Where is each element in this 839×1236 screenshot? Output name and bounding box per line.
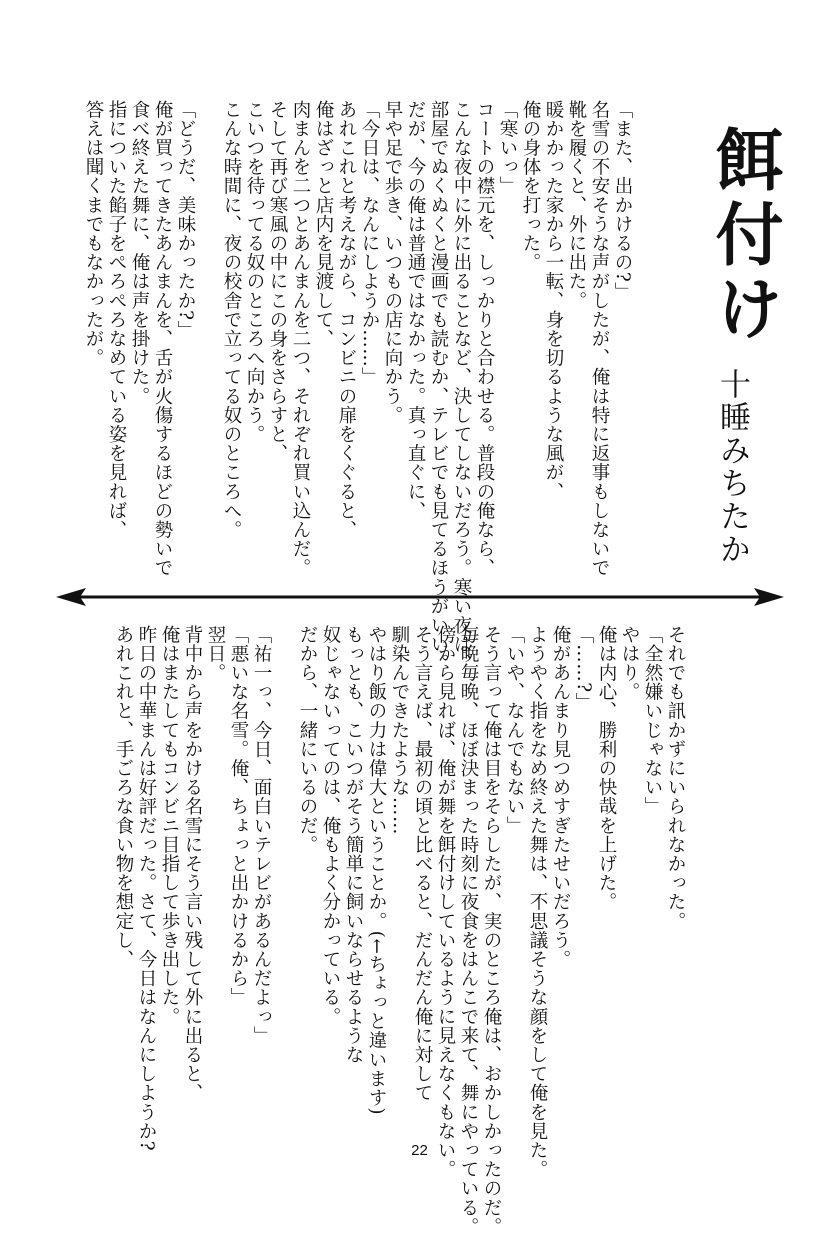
text-line: 「全然嫌いじゃない」 [642, 625, 663, 816]
text-line: ようやく指をなめ終えた舞は、不思議そうな顔をして俺を見た。 [527, 625, 548, 1179]
text-line: あれこれと、手ごろな食い物を想定し、 [113, 625, 134, 969]
text-line: 答えは聞くまでもなかったが。 [83, 100, 104, 368]
text-line: もっとも、こいつがそう簡単に飼いならせるような [343, 625, 364, 1065]
text-line: 俺は内心、勝利の快哉を上げた。 [596, 625, 617, 912]
text-line: そう言って俺は目をそらしたが、実のところ俺は、おかしかったのだ。 [481, 625, 502, 1236]
text-line [197, 100, 220, 570]
text-line: 俺が買ってきたあんまんを、舌が火傷するほどの勢いで [152, 100, 173, 578]
text-line: こいつを待ってる奴のところへ向かう。 [244, 100, 265, 444]
text-line: 俺はざっと店内を見渡して、 [313, 100, 334, 349]
text-line: 靴を履くと、外に出た。 [566, 100, 587, 311]
text-line: こんな夜中に外に出ることなど、決してしないだろう。寒い夜は、 [451, 100, 472, 673]
text-line: 俺はまたしてもコンビニ目指して歩き出した。 [159, 625, 180, 1027]
text-line: こんな時間に、夜の校舎で立ってる奴のところへ。 [221, 100, 242, 540]
text-line: 「寒いっ」 [497, 100, 518, 196]
story-title: 餌付け [704, 125, 783, 347]
text-line: 背中から声をかける名雪にそう言い残して外に出ると、 [182, 625, 203, 1103]
text-line: 「どうだ、美味かったか?」 [175, 100, 196, 340]
text-line: 昨日の中華まんは好評だった。さて、今日はなんにしようか? [136, 625, 157, 1152]
text-line: 翌日。 [205, 625, 226, 683]
text-line: 「今日は、なんにしようか……」 [359, 100, 380, 387]
text-line: 「……?」 [573, 625, 594, 712]
text-line: やはり。 [619, 625, 640, 702]
text-line: 早や足で歩き、いつもの店に向かう。 [382, 100, 403, 425]
text-line: 「また、出かけるの?」 [612, 100, 633, 302]
text-line: そして再び寒風の中にこの身をさらすと、 [267, 100, 288, 463]
text-line: 名雪の不安そうな声がしたが、俺は特に返事もしないで [589, 100, 610, 578]
text-line: 「悪いな名雪。俺、ちょっと出かけるから」 [228, 625, 249, 1007]
text-line: それでも訊かずにいられなかった。 [665, 625, 686, 931]
text-line: やはり飯の力は偉大ということか。(←ちょっと違います) [366, 625, 387, 1116]
story-text-bottom [112, 625, 687, 1236]
text-line: 傍から見れば、俺が舞を餌付けしているように見えなくもない。 [435, 625, 456, 1179]
text-line: 指についた餡子をぺろぺろなめている姿を見れば、 [106, 100, 127, 540]
page-number: 22 [411, 1142, 428, 1159]
text-line [273, 625, 296, 1185]
text-line: 部屋でぬくぬくと漫画でも読むか、テレビでも見てるほうがいい。 [428, 100, 449, 673]
text-line: コートの襟元を、しっかりと合わせる。普段の俺なら、 [474, 100, 495, 578]
text-line: 肉まんを二つとあんまんを二つ、それぞれ買い込んだ。 [290, 100, 311, 578]
text-line: だから、一緒にいるのだ。 [297, 625, 318, 855]
text-line: 食べ終えた舞に、俺は声を掛けた。 [129, 100, 150, 406]
text-line: 奴じゃないってのは、俺もよく分かっている。 [320, 625, 341, 1027]
text-line: 俺の身体を打った。 [520, 100, 541, 272]
double-headed-arrow-icon [56, 582, 784, 612]
author-name: 十睡みちたか [714, 368, 750, 566]
text-line: 馴染んできたような…… [389, 625, 410, 836]
text-line: 暖かかった家から一転、身を切るような風が、 [543, 100, 564, 502]
text-line: 「いや、なんでもない」 [504, 625, 525, 836]
text-line: だが、今の俺は普通ではなかった。真っ直ぐに、 [405, 100, 426, 521]
text-line: 毎晩毎晩、ほぼ決まった時刻に夜食をはんこで来て、舞にやっている。 [458, 625, 479, 1236]
text-line: 「祐一っ、今日、面白いテレビがあるんだよっ」 [251, 625, 272, 1046]
text-line: 俺があんまり見つめすぎたせいだろう。 [550, 625, 571, 969]
text-line: あれこれと考えながら、コンビニの扉をくぐると、 [336, 100, 357, 540]
text-line: そう言えば、最初の頃と比べると、だんだん俺に対して [412, 625, 433, 1103]
